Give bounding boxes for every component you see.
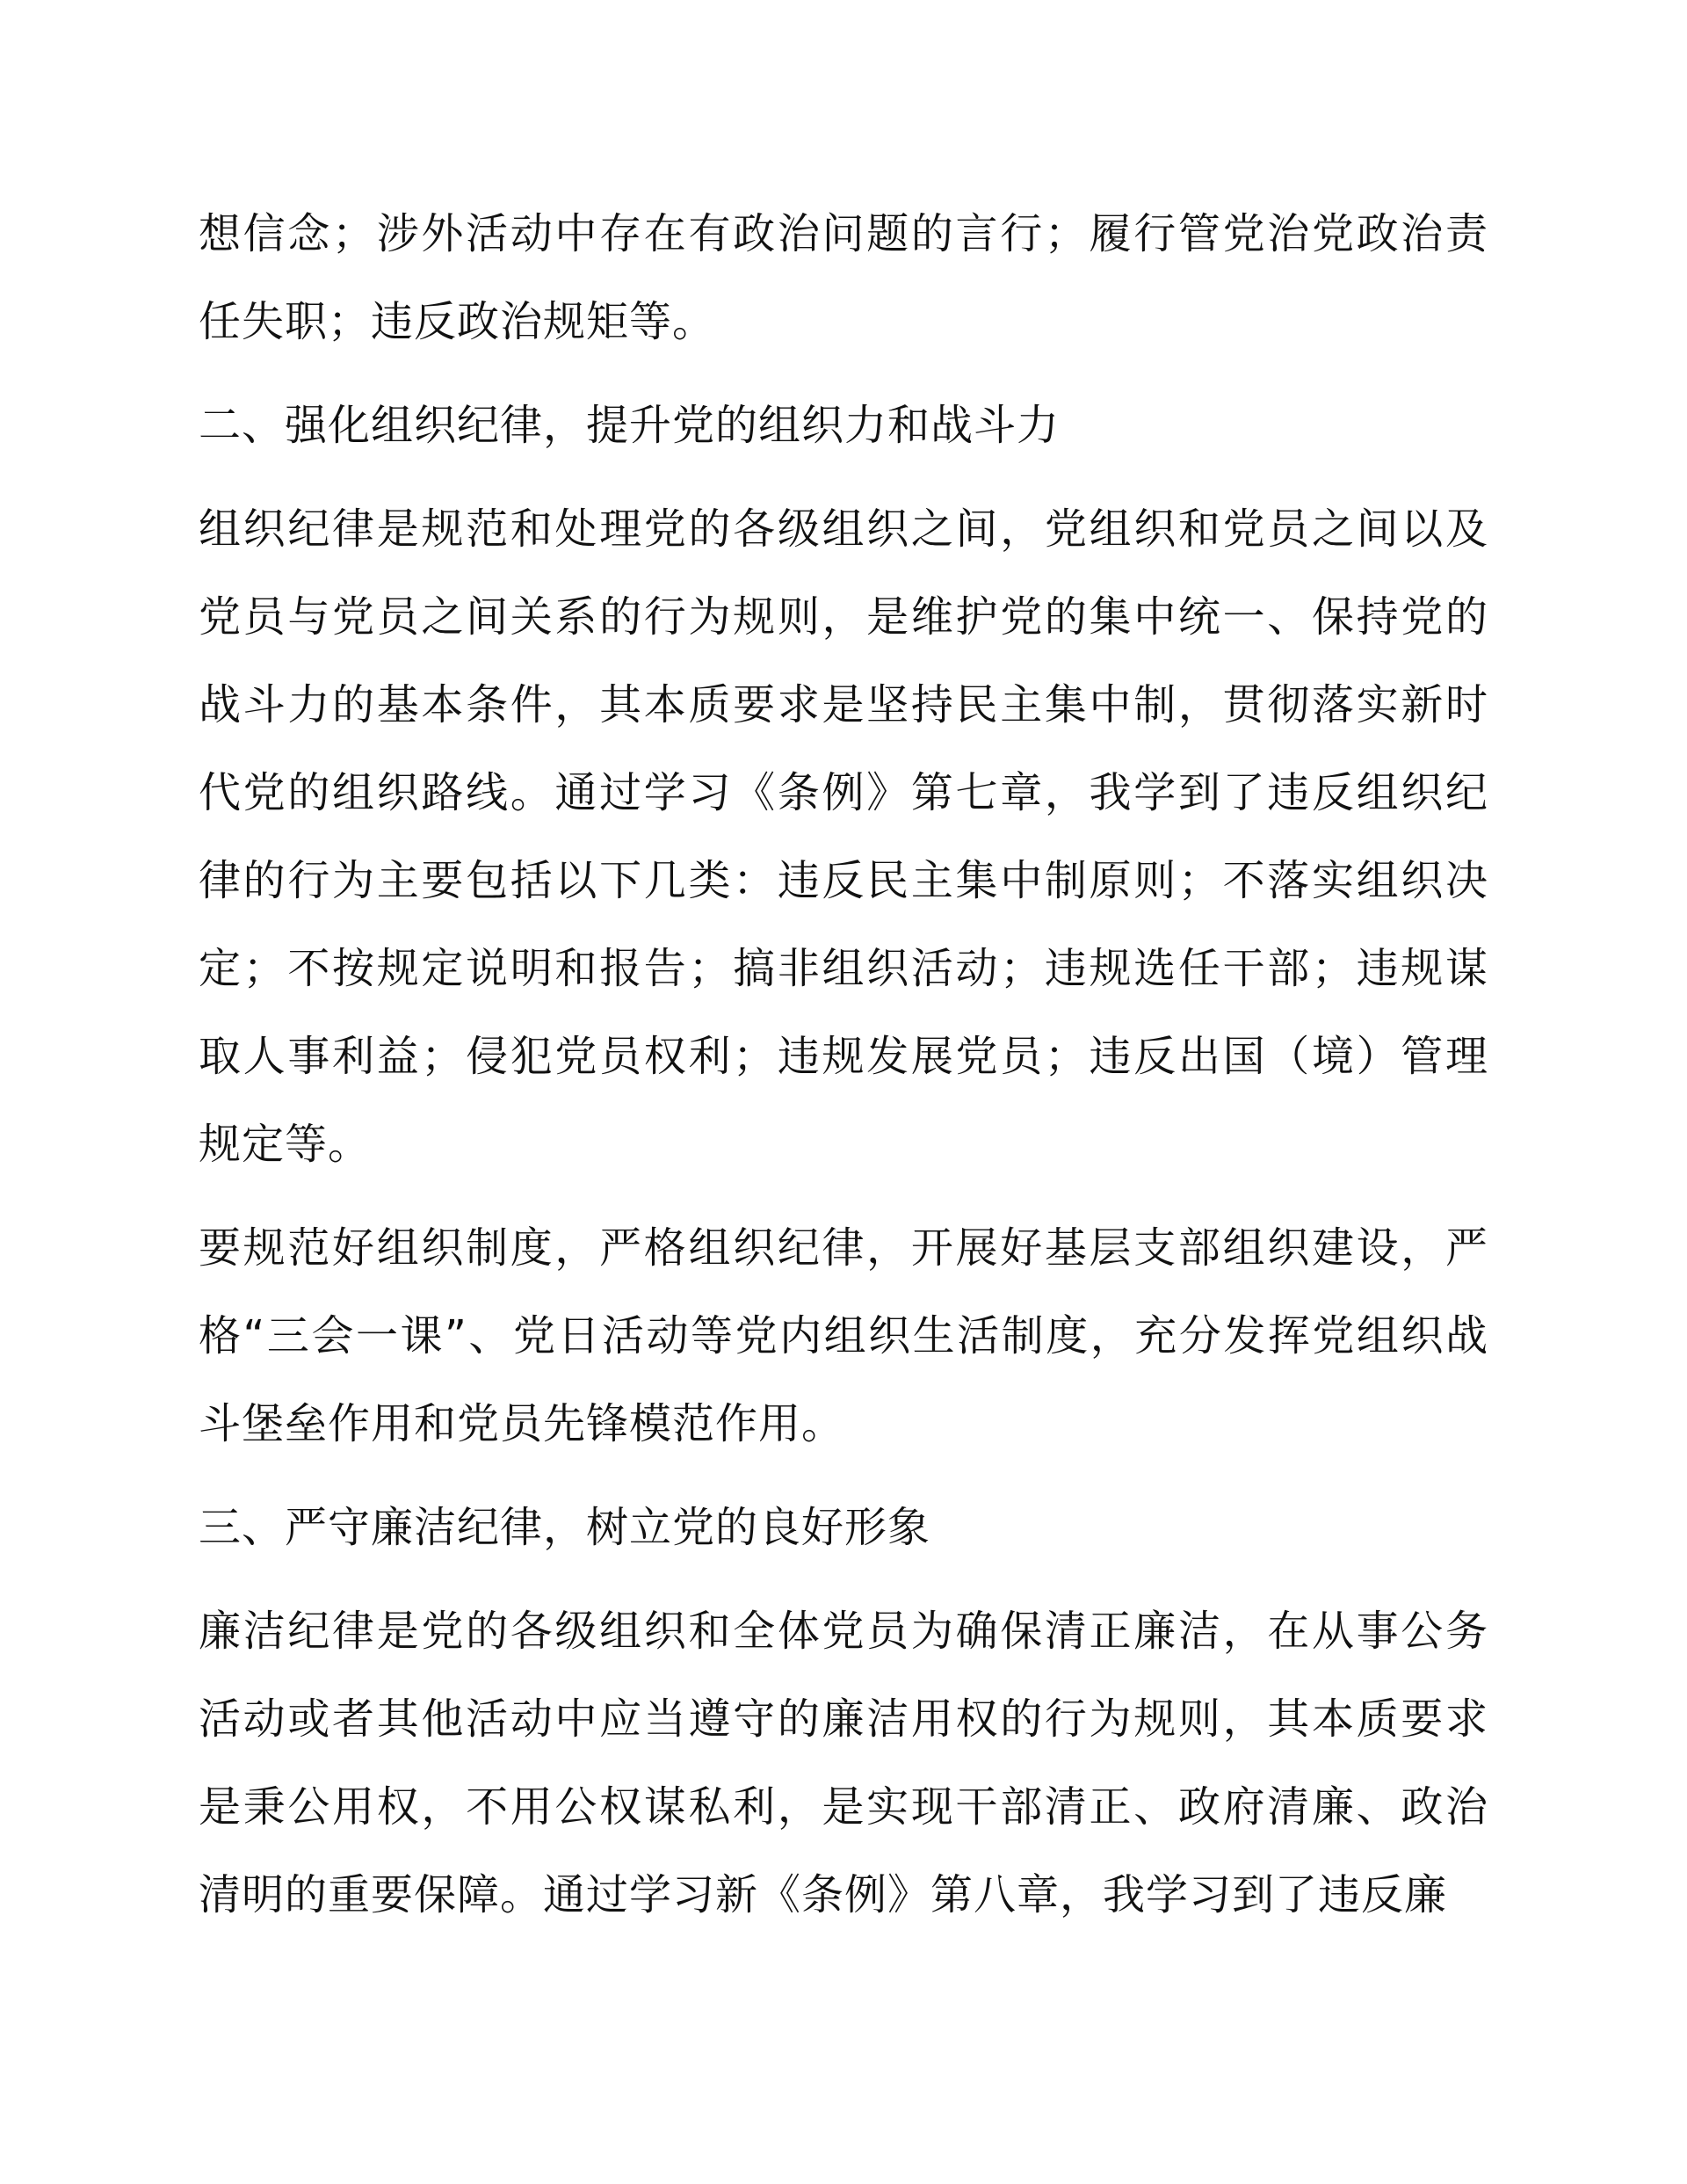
paragraph-2: 组织纪律是规范和处理党的各级组织之间，党组织和党员之间以及党员与党员之间关系的行为规则，是维护党的集中统一、保持党的战斗力的基本条件，其本质要求是坚持民主集中制，贯彻落实新时代党的组织路线。通过学习《条例》第七章，我学到了违反组织纪律的行为主要包括以下几类：违反民主集中制原则；不落实组织决定；不按规定说明和报告；搞非组织活动；违规选任干部；违规谋取人事利益；侵犯党员权利；违规发展党员；违反出国（境）管理规定等。: [199, 504, 1488, 1169]
document-body: [199, 190, 1488, 1939]
paragraph-gap: [199, 1571, 1488, 1587]
paragraph-3: 要规范好组织制度，严格组织纪律，开展好基层支部组织建设，严格“三会一课”、党日活动等党内组织生活制度，充分发挥党组织战斗堡垒作用和党员先锋模范作用。: [199, 1223, 1488, 1448]
paragraph-gap: [199, 1468, 1488, 1484]
paragraph-gap: [199, 366, 1488, 381]
paragraph-gap: [199, 469, 1488, 485]
section-heading-2: 二、强化组织纪律，提升党的组织力和战斗力: [199, 401, 1061, 450]
paragraph-gap: [199, 1188, 1488, 1204]
paragraph-1: 想信念；涉外活动中存在有政治问题的言行；履行管党治党政治责任失职；违反政治规矩等。: [199, 209, 1488, 346]
paragraph-4: 廉洁纪律是党的各级组织和全体党员为确保清正廉洁，在从事公务活动或者其他活动中应当遵守的廉洁用权的行为规则，其本质要求是秉公用权，不用公权谋私利，是实现干部清正、政府清廉、政治清明的重要保障。通过学习新《条例》第八章，我学习到了违反廉: [199, 1607, 1488, 1919]
section-heading-3: 三、严守廉洁纪律，树立党的良好形象: [199, 1503, 931, 1552]
